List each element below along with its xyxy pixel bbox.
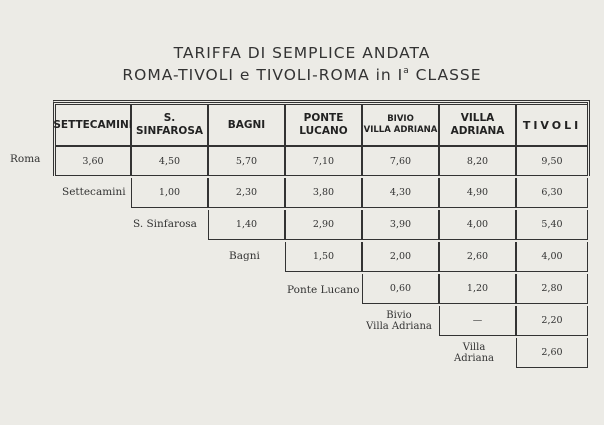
fare-cell: 1,20 [439, 274, 516, 304]
row-label-s-sinfarosa: S. Sinfarosa [133, 218, 197, 230]
fare-cell: 4,90 [439, 178, 516, 208]
fare-cell: 2,80 [516, 274, 588, 304]
fare-cell: 8,20 [439, 146, 516, 176]
fare-cell: 9,50 [516, 146, 588, 176]
header-s-sinfarosa: S. SINFAROSA [131, 104, 208, 146]
fare-cell: 7,60 [362, 146, 439, 176]
fare-cell: 2,60 [516, 338, 588, 368]
fare-cell: 2,00 [362, 242, 439, 272]
title-line-1: TARIFFA DI SEMPLICE ANDATA [173, 44, 431, 62]
fare-cell: 1,50 [285, 242, 362, 272]
header-bivio-villa-adriana: BIVIO VILLA ADRIANA [362, 104, 439, 146]
header-settecamini: SETTECAMINI [55, 104, 131, 146]
fare-cell: 7,10 [285, 146, 362, 176]
fare-cell: 4,30 [362, 178, 439, 208]
fare-cell: 2,30 [208, 178, 285, 208]
title-line-2: ROMA-TIVOLI e TIVOLI-ROMA in $I^a$ CLASSE [122, 66, 482, 84]
fare-cell: 3,90 [362, 210, 439, 240]
fare-cell: 1,00 [131, 178, 208, 208]
fare-cell: 6,30 [516, 178, 588, 208]
fare-cell: 4,00 [439, 210, 516, 240]
fare-cell: 4,50 [131, 146, 208, 176]
header-bagni: BAGNI [208, 104, 285, 146]
fare-cell: 0,60 [362, 274, 439, 304]
fare-cell: 3,80 [285, 178, 362, 208]
fare-cell: — [439, 306, 516, 336]
row-label-roma: Roma [10, 153, 41, 165]
fare-cell: 2,90 [285, 210, 362, 240]
row-label-villa-adriana: Villa Adriana [454, 342, 494, 364]
row-label-settecamini: Settecamini [62, 186, 126, 198]
row-label-ponte-lucano: Ponte Lucano [287, 284, 360, 296]
fare-cell: 4,00 [516, 242, 588, 272]
fare-cell: 2,20 [516, 306, 588, 336]
fare-cell: 5,70 [208, 146, 285, 176]
fare-cell: 2,60 [439, 242, 516, 272]
fare-cell: 3,60 [55, 146, 131, 176]
row-label-bagni: Bagni [229, 250, 260, 262]
fare-cell: 1,40 [208, 210, 285, 240]
row-label-bivio-villa-adriana: Bivio Villa Adriana [366, 310, 432, 332]
fare-cell: 5,40 [516, 210, 588, 240]
header-villa-adriana: VILLA ADRIANA [439, 104, 516, 146]
header-tivoli: TIVOLI [516, 104, 588, 146]
header-ponte-lucano: PONTE LUCANO [285, 104, 362, 146]
